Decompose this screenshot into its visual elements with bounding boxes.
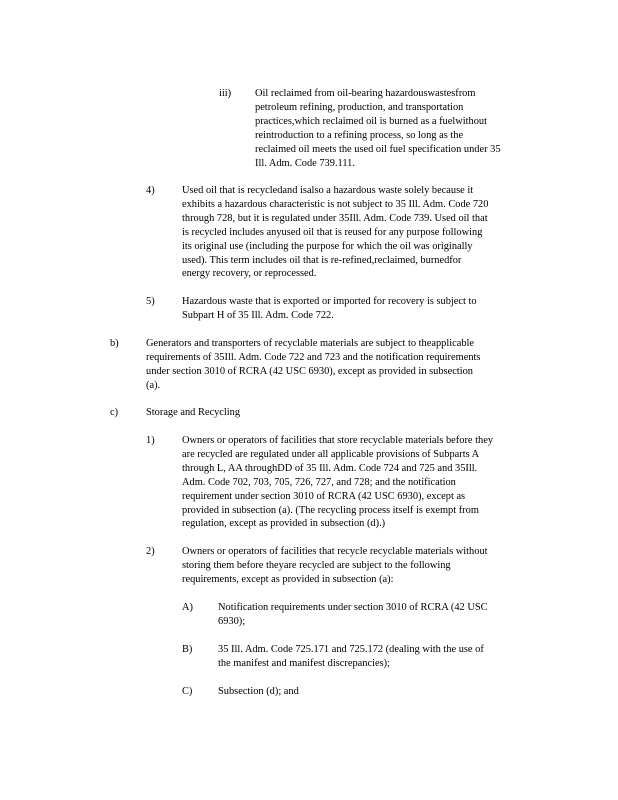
clause-label: 4): [146, 185, 155, 196]
text-line: Storage and Recycling: [146, 407, 241, 418]
clause-label: iii): [219, 88, 232, 99]
clause-label: c): [110, 407, 119, 418]
text-line: under section 3010 of RCRA (42 USC 6930), except as provided in subsection: [146, 365, 473, 377]
text-line: energy recovery, or reprocessed.: [182, 268, 317, 280]
text-line: 6930);: [218, 615, 246, 627]
text-line: storing them before theyare recycled are subject to the following: [182, 559, 451, 571]
text-line: through L, AA throughDD of 35 Ill. Adm. Code 724 and 725 and 35Ill.: [182, 462, 478, 474]
clause-text: [255, 87, 537, 170]
clause-label: 5): [146, 296, 155, 307]
text-line: reintroduction to a refining process, so long as the: [255, 129, 464, 141]
text-line: used). This term includes oil that is re-refined,reclaimed, burnedfor: [182, 254, 462, 266]
clause-text: [218, 601, 527, 629]
text-line: Generators and transporters of recyclable materials are subject to theapplicable: [146, 338, 475, 349]
clause-text: [182, 545, 532, 587]
text-line: its original use (including the purpose for which the oil was originally: [182, 240, 473, 252]
clause-label: C): [182, 686, 193, 697]
text-line: provided in subsection (a). (The recycling process itself is exempt from: [182, 504, 479, 516]
clause-text: [146, 337, 518, 393]
clause-label: b): [110, 338, 119, 349]
clause-label: A): [182, 602, 193, 613]
clause-text: [182, 434, 538, 531]
clause-text: [182, 295, 538, 323]
text-line: Ill. Adm. Code 739.111.: [255, 157, 355, 169]
clause-text: [182, 184, 538, 281]
clause-text: [218, 643, 527, 671]
text-line: are recycled are regulated under all applicable provisions of Subparts A: [182, 448, 480, 460]
text-line: practices,which reclaimed oil is burned as a fuelwithout: [255, 115, 487, 127]
text-line: is recycled includes anyused oil that is reused for any purpose following: [182, 226, 483, 238]
text-line: Subsection (d); and: [218, 686, 299, 697]
text-line: Hazardous waste that is exported or imported for recovery is subject to: [182, 296, 477, 307]
text-line: Notification requirements under section 3010 of RCRA (42 USC: [218, 602, 488, 613]
clause-label: 2): [146, 546, 155, 557]
text-line: requirement under section 3010 of RCRA (42 USC 6930), except as: [182, 490, 466, 502]
text-line: requirements of 35Ill. Adm. Code 722 and 723 and the notification requirements: [146, 351, 481, 363]
text-line: Used oil that is recycledand isalso a hazardous waste solely because it: [182, 185, 474, 196]
text-line: the manifest and manifest discrepancies);: [218, 657, 390, 669]
text-line: (a).: [146, 379, 161, 391]
text-line: Oil reclaimed from oil-bearing hazardouswastesfrom: [255, 88, 476, 99]
text-line: Subpart H of 35 Ill. Adm. Code 722.: [182, 309, 334, 321]
text-line: regulation, except as provided in subsection (d).): [182, 518, 386, 530]
text-line: 35 Ill. Adm. Code 725.171 and 725.172 (dealing with the use of: [218, 644, 484, 655]
text-line: petroleum refining, production, and transportation: [255, 101, 464, 113]
text-line: reclaimed oil meets the used oil fuel specification under 35: [255, 143, 501, 155]
text-line: Owners or operators of facilities that recycle recyclable materials without: [182, 546, 488, 557]
text-line: Adm. Code 702, 703, 705, 726, 727, and 728; and the notification: [182, 476, 456, 488]
text-line: exhibits a hazardous characteristic is not subject to 35 Ill. Adm. Code 720: [182, 198, 489, 210]
text-line: Owners or operators of facilities that store recyclable materials before they: [182, 435, 494, 446]
clause-heading: [146, 406, 518, 420]
clause-label: B): [182, 644, 193, 655]
clause-text: [218, 685, 527, 699]
text-line: through 728, but it is regulated under 35Ill. Adm. Code 739. Used oil that: [182, 212, 488, 224]
clause-label: 1): [146, 435, 155, 446]
text-line: requirements, except as provided in subsection (a):: [182, 573, 394, 585]
